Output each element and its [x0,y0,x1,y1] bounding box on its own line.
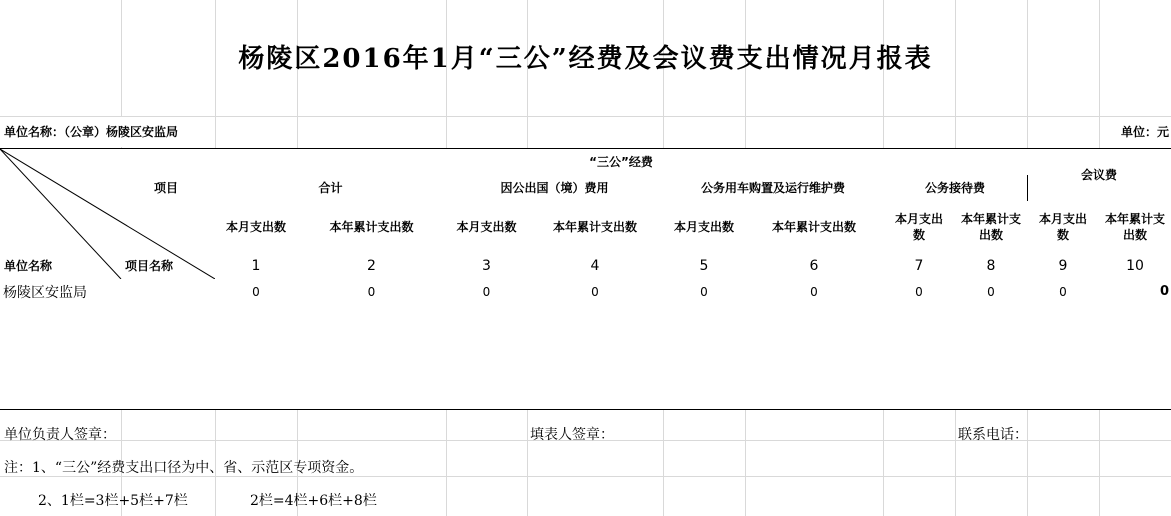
total-header: 合计 [215,175,447,202]
table-cell [883,331,956,358]
abroad-header: 因公出国（境）费用 [446,175,664,202]
table-cell [446,357,528,384]
table-cell: 0 [745,279,884,306]
table-cell [955,383,1028,410]
table-cell [527,357,664,384]
table-cell [297,357,447,384]
table-cell [527,305,664,332]
table-cell [1027,305,1100,332]
col-number: 5 [663,253,746,280]
report-table [0,148,1171,409]
table-cell [121,331,216,358]
corner-unit-name-label: 单位名称 [4,259,53,273]
col-header: 本年累计支出数 [955,201,1028,254]
table-cell [0,331,122,358]
table-cell [955,357,1028,384]
leader-sign-label: 单位负责人签章： [4,427,116,443]
table-cell [745,305,884,332]
table-cell: 0 [883,279,956,306]
table-cell: 0 [215,279,298,306]
table-cell: 0 [663,279,746,306]
table-cell [1027,357,1100,384]
table-cell [527,383,664,410]
table-cell [745,331,884,358]
col-header: 本月支出数 [446,201,528,254]
corner-item-name-label: 项目名称 [125,259,174,273]
table-cell: 0 [527,279,664,306]
table-cell [297,331,447,358]
note-1: 注：1、“三公”经费支出口径为中、省、示范区专项资金。 [4,460,364,476]
col-header: 本月支出数 [663,201,746,254]
table-cell [297,305,447,332]
table-cell [883,305,956,332]
table-cell [446,331,528,358]
table-cell [446,383,528,410]
table-cell [0,357,122,384]
table-row-unit: 杨陵区安监局 [0,279,122,306]
table-cell [215,357,298,384]
table-cell [121,305,216,332]
table-cell: 0 [446,279,528,306]
col-header: 本月支出数 [883,201,956,254]
table-cell: 0 [297,279,447,306]
table-cell [1027,383,1100,410]
currency-unit-label: 单位：元 [1117,117,1169,147]
table-cell [0,305,122,332]
table-cell [1099,383,1171,410]
table-cell [215,383,298,410]
sangong-header: “三公”经费 [215,149,1028,176]
table-cell [883,383,956,410]
meeting-header: 会议费 [1027,149,1171,202]
table-cell [215,331,298,358]
table-cell [1099,357,1171,384]
table-cell: 0 [955,279,1028,306]
table-cell [663,357,746,384]
table-cell [663,331,746,358]
table-cell [0,383,122,410]
table-cell: 0 [1099,279,1171,306]
table-cell [745,383,884,410]
table-cell [1099,305,1171,332]
table-cell [955,305,1028,332]
col-number: 8 [955,253,1028,280]
table-cell [121,383,216,410]
table-cell [121,279,216,306]
corner-item-label: 项目 [154,181,179,195]
table-cell [1027,331,1100,358]
col-number: 6 [745,253,884,280]
col-number: 10 [1099,253,1171,280]
table-cell [215,305,298,332]
col-header: 本年累计支出数 [745,201,884,254]
col-number: 4 [527,253,664,280]
table-cell [883,357,956,384]
col-number: 1 [215,253,298,280]
phone-label: 联系电话： [958,427,1028,443]
col-number: 2 [297,253,447,280]
corner-header [0,149,216,280]
table-cell [745,357,884,384]
col-header: 本年累计支出数 [527,201,664,254]
unit-name-label: 单位名称：（公章）杨陵区安监局 [4,117,182,147]
filler-sign-label: 填表人签章： [530,427,614,443]
col-number: 3 [446,253,528,280]
col-number: 7 [883,253,956,280]
table-cell [527,331,664,358]
table-cell [446,305,528,332]
table-cell [955,331,1028,358]
table-cell [663,383,746,410]
col-header: 本年累计支出数 [297,201,447,254]
col-header: 本年累计支出数 [1099,201,1171,254]
table-cell: 0 [1027,279,1100,306]
reception-header: 公务接待费 [883,175,1028,202]
table-cell [1099,331,1171,358]
vehicle-header: 公务用车购置及运行维护费 [663,175,884,202]
table-cell [663,305,746,332]
table-cell [121,357,216,384]
col-header: 本月支出数 [1027,201,1100,254]
col-number: 9 [1027,253,1100,280]
col-header: 本月支出数 [215,201,298,254]
note-3: 2栏=4栏+6栏+8栏 [250,493,377,509]
table-cell [297,383,447,410]
report-title: 杨陵区2016年1月“三公”经费及会议费支出情况月报表 [238,44,933,74]
note-2: 2、1栏=3栏+5栏+7栏 [38,493,188,509]
